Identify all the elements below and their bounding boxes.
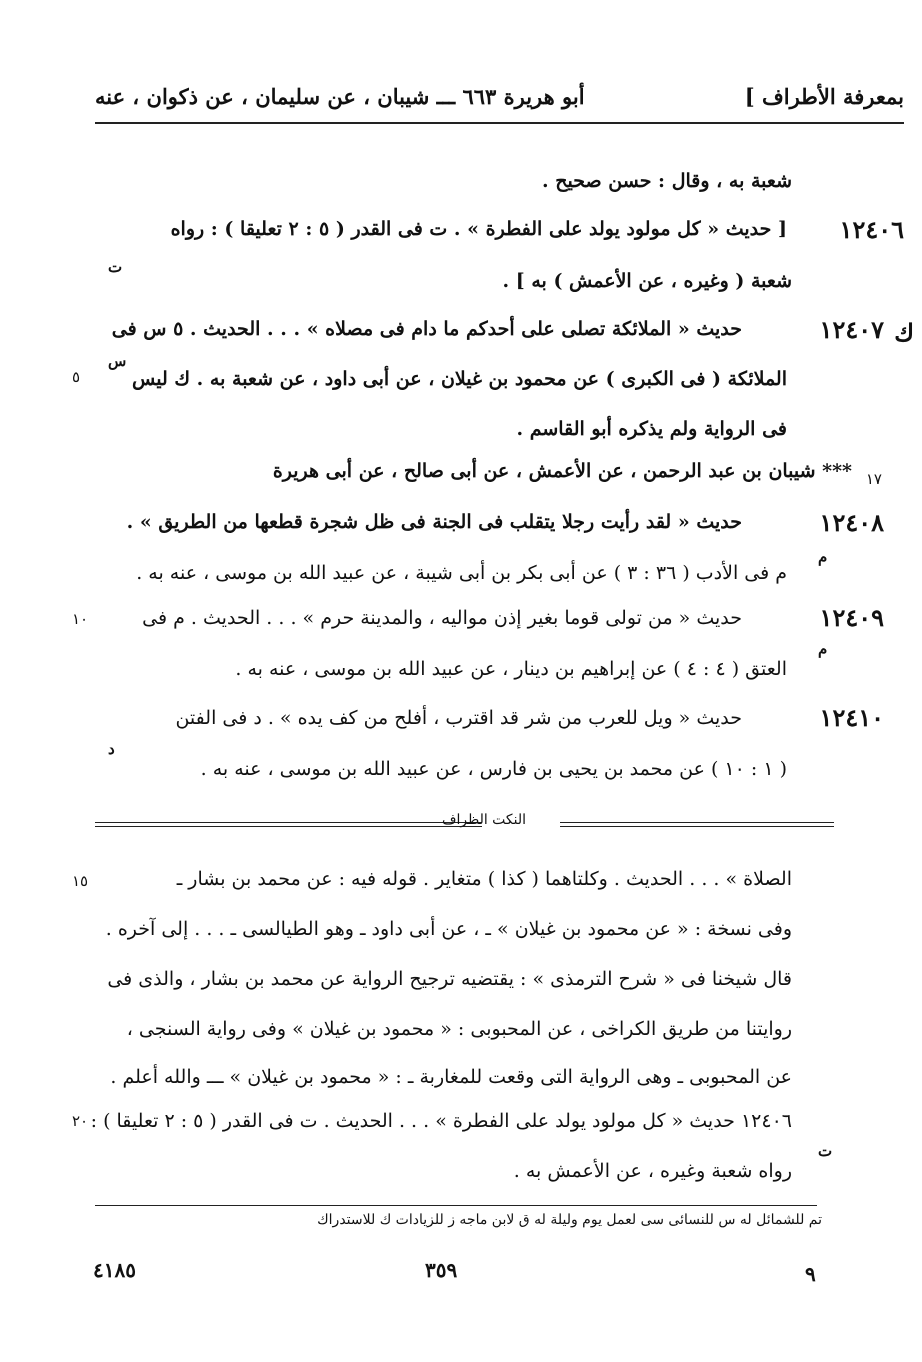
section-rule [95, 826, 482, 827]
section-rule [95, 822, 482, 823]
entry-number-12409: ١٢٤٠٩ [819, 603, 884, 632]
note-line-2: وفى نسخة : « عن محمود بن غيلان » ـ ، عن أبى داود ـ وهو الطيالسى ـ . . . إلى آخره . [105, 918, 792, 940]
entry-number-12407: ١٢٤٠٧ [819, 315, 884, 344]
note-line-1: الصلاة » . . . الحديث . وكلتاهما ( كذا ) متغاير . قوله فيه : عن محمد بن بشار ـ [176, 868, 792, 890]
header-left-title: بمعرفة الأطراف ] [744, 84, 904, 109]
left-number: ٤١٨٥ [93, 1258, 136, 1282]
entry-number-12406: ١٢٤٠٦ [839, 215, 904, 244]
line-number: ١٥ [72, 872, 89, 890]
header-rule [95, 122, 904, 124]
isnad-chain-heading: *** شيبان بن عبد الرحمن ، عن الأعمش ، عن أبى صالح ، عن أبى هريرة [272, 460, 852, 482]
entry-text-12406: [ حديث « كل مولود يولد على الفطرة » . ت فى القدر ( ٥ : ٢ تعليقا ) : رواه [170, 218, 787, 240]
header-center-title: أبو هريرة ٦٦٣ ـــ شيبان ، عن سليمان ، عن ذكوان ، عنه [95, 84, 585, 109]
entry-text-12407: حديث « الملائكة تصلى على أحدكم ما دام فى مصلاه » . . . الحديث . ٥ س فى [111, 318, 742, 340]
entry-text-12409: حديث « من تولى قوما بغير إذن مواليه ، والمدينة حرم » . . . الحديث . م فى [142, 607, 742, 629]
page-number: ٣٥٩ [425, 1258, 458, 1282]
entry-cont-12410: ( ١ : ١٠ ) عن محمد بن يحيى بن فارس ، عن عبيد الله بن موسى ، عنه به . [200, 758, 787, 780]
footer-rule [95, 1205, 817, 1206]
entry-cont-12409: العتق ( ٤ : ٤ ) عن إبراهيم بن دينار ، عن عبيد الله بن موسى ، عنه به . [235, 658, 787, 680]
note-line-5: عن المحبوبى ـ وهى الرواية التى وقعت للمغاربة ـ : « محمود بن غيلان » ـــ والله أعلم . [110, 1066, 792, 1088]
note-line-6: ١٢٤٠٦ حديث « كل مولود يولد على الفطرة » . . . الحديث . ت فى القدر ( ٥ : ٢ تعليقا ) : [90, 1110, 792, 1132]
section-rule [560, 822, 834, 823]
book-marker: س [108, 352, 127, 370]
line-number: ١٧ [865, 470, 882, 488]
entry-cont-12407b: فى الرواية ولم يذكره أبو القاسم . [516, 418, 787, 440]
abbreviation-legend: تم للشمائل له س للنسائى سى لعمل يوم وليلة له ق لابن ماجه ز للزيادات ك للاستدراك [317, 1212, 822, 1228]
entry-number-12408: ١٢٤٠٨ [819, 508, 884, 537]
section-title: النكت الظراف [441, 812, 527, 828]
entry-cont-12407a: الملائكة ( فى الكبرى ) عن محمود بن غيلان ، عن أبى داود ، عن شعبة به . ك ليس [132, 368, 787, 390]
body-line-1: شعبة به ، وقال : حسن صحيح . [542, 170, 792, 192]
entry-text-12408: حديث « لقد رأيت رجلا يتقلب فى الجنة فى ظل شجرة قطعها من الطريق » . [126, 511, 742, 533]
book-marker: م [818, 548, 828, 566]
right-number: ٩ [805, 1262, 816, 1286]
entry-text-12410: حديث « ويل للعرب من شر قد اقترب ، أفلح من كف يده » . د فى الفتن [175, 707, 742, 729]
book-marker: ت [108, 258, 123, 276]
book-marker: ت [818, 1142, 833, 1160]
margin-marker-kaf: ك [894, 318, 914, 347]
entry-number-12410: ١٢٤١٠ [819, 703, 884, 732]
book-marker: م [818, 640, 828, 658]
entry-cont-12406: شعبة ( وغيره ، عن الأعمش ) به ] . [502, 270, 792, 292]
note-line-3: قال شيخنا فى « شرح الترمذى » : يقتضيه ترجيح الرواية عن محمد بن بشار ، والذى فى [107, 968, 792, 990]
entry-cont-12408: م فى الأدب ( ٣٦ : ٣ ) عن أبى بكر بن أبى شيبة ، عن عبيد الله بن موسى ، عنه به . [136, 562, 787, 584]
book-marker: د [108, 740, 115, 758]
line-number: ٥ [72, 368, 81, 386]
line-number: ٢٠ [72, 1112, 89, 1130]
section-rule [560, 826, 834, 827]
note-line-4: روايتنا من طريق الكراخى ، عن المحبوبى : « محمود بن غيلان » وفى رواية السنجى ، [126, 1018, 792, 1040]
note-line-7: رواه شعبة وغيره ، عن الأعمش به . [513, 1160, 792, 1182]
line-number: ١٠ [72, 610, 89, 628]
